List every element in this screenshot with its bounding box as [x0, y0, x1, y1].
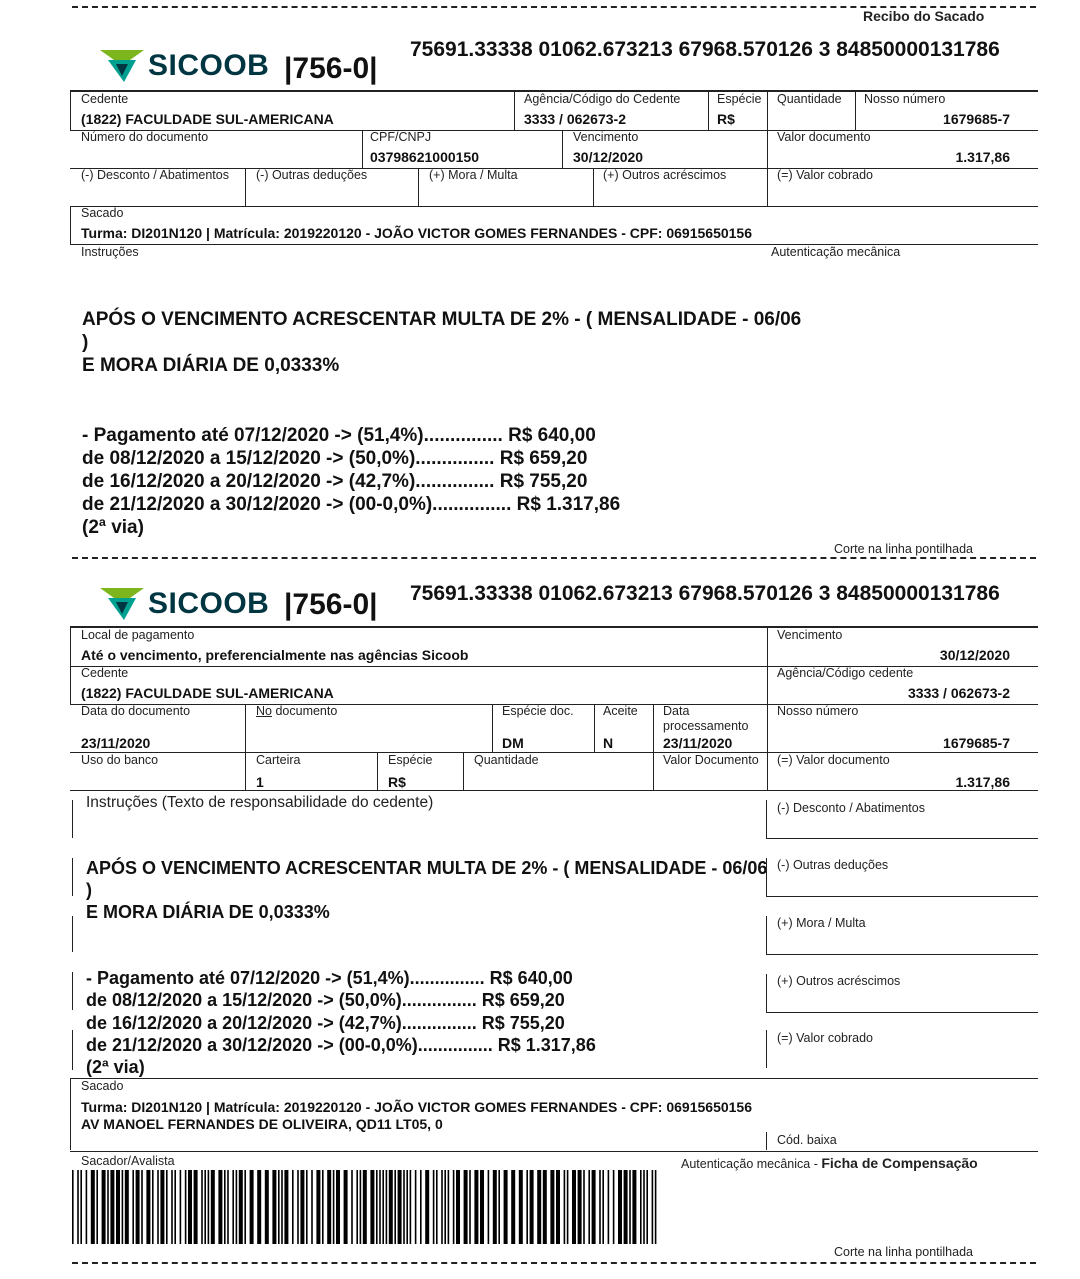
- bank-code: |756-0|: [284, 52, 378, 85]
- barcode-bar: [244, 1170, 246, 1244]
- label-outros-acrescimos-2: (+) Outros acréscimos: [777, 974, 901, 988]
- barcode-bar: [592, 1170, 596, 1244]
- valor-documento-value: 1.317,86: [955, 149, 1010, 165]
- barcode-bar: [77, 1170, 79, 1244]
- label-sacador-avalista: Sacador/Avalista: [81, 1154, 175, 1168]
- digitable-line-2[interactable]: 75691.33338 01062.673213 67968.570126 3 84850000131786: [410, 582, 1000, 605]
- payment-tier-3: de 16/12/2020 a 20/12/2020 -> (42,7%)............... R$ 755,20: [82, 471, 588, 492]
- barcode-bar: [386, 1170, 388, 1244]
- barcode-bar: [204, 1170, 206, 1244]
- barcode-bar: [464, 1170, 468, 1244]
- label-quantidade-2: Quantidade: [474, 753, 539, 767]
- label-desconto: (-) Desconto / Abatimentos: [81, 168, 229, 182]
- label-instrucoes: Instruções: [81, 245, 139, 259]
- barcode-bar: [311, 1170, 313, 1244]
- barcode-bar: [567, 1170, 569, 1244]
- nosso-numero-value-2: 1679685-7: [943, 735, 1010, 751]
- barcode-bar: [530, 1170, 534, 1244]
- barcode-bar: [363, 1170, 367, 1244]
- instruction-line-3-b: E MORA DIÁRIA DE 0,0333%: [86, 902, 330, 922]
- barcode-bar: [444, 1170, 446, 1244]
- barcode-bar: [498, 1170, 500, 1244]
- barcode-bar: [72, 1170, 74, 1244]
- label-especie: Espécie: [717, 92, 762, 106]
- barcode-bar: [382, 1170, 384, 1244]
- barcode-bar: [236, 1170, 238, 1244]
- barcode-bar: [403, 1170, 405, 1244]
- barcode-bar: [537, 1170, 541, 1244]
- label-especie-doc: Espécie doc.: [502, 704, 574, 718]
- barcode-bar: [556, 1170, 560, 1244]
- barcode-bar: [322, 1170, 324, 1244]
- barcode-bar: [480, 1170, 484, 1244]
- barcode-bar: [239, 1170, 243, 1244]
- barcode-bar: [333, 1170, 335, 1244]
- barcode-bar: [166, 1170, 168, 1244]
- instruction-line-2-b: ): [86, 880, 92, 900]
- label-local-pagamento: Local de pagamento: [81, 628, 195, 642]
- barcode-bar: [632, 1170, 636, 1244]
- label-no-documento-text: documento: [271, 704, 338, 718]
- label-cedente-2: Cedente: [81, 666, 129, 680]
- label-cod-baixa: Cód. baixa: [777, 1133, 837, 1147]
- label-numero-documento: Número do documento: [81, 130, 209, 144]
- label-valor-cobrado: (=) Valor cobrado: [777, 168, 873, 182]
- barcode-bar: [174, 1170, 176, 1244]
- label-outros-acrescimos: (+) Outros acréscimos: [603, 168, 727, 182]
- label-agencia-2: Agência/Código cedente: [777, 666, 914, 680]
- nosso-numero-value: 1679685-7: [943, 111, 1010, 127]
- label-vencimento-2: Vencimento: [777, 628, 843, 642]
- barcode-bar: [608, 1170, 610, 1244]
- cut-line-middle: [72, 557, 1036, 559]
- label-uso-banco: Uso do banco: [81, 753, 159, 767]
- barcode-bar: [125, 1170, 129, 1244]
- barcode-bar: [526, 1170, 528, 1244]
- barcode-bar: [474, 1170, 478, 1244]
- label-quantidade: Quantidade: [777, 92, 842, 106]
- barcode-bar: [398, 1170, 402, 1244]
- instruction-line-1-b: APÓS O VENCIMENTO ACRESCENTAR MULTA DE 2% - ( MENSALIDADE - 06/06: [86, 858, 768, 878]
- label-valor-documento-2: Valor Documento: [663, 753, 759, 767]
- instruction-line-1: APÓS O VENCIMENTO ACRESCENTAR MULTA DE 2% - ( MENSALIDADE - 06/06: [82, 309, 802, 330]
- barcode-bar: [278, 1170, 280, 1244]
- label-data-processamento-1: Data: [663, 704, 690, 718]
- barcode-bar: [469, 1170, 471, 1244]
- label-no-abbrev: No: [256, 704, 272, 718]
- barcode-bar: [232, 1170, 234, 1244]
- barcode-bar: [389, 1170, 393, 1244]
- logo-wordmark: SICOOB: [148, 49, 270, 82]
- label-especie-2: Espécie: [388, 753, 433, 767]
- barcode-bar: [410, 1170, 412, 1244]
- label-data-documento: Data do documento: [81, 704, 191, 718]
- barcode-bar: [86, 1170, 88, 1244]
- logo-wordmark: SICOOB: [148, 587, 270, 620]
- barcode-bar: [415, 1170, 417, 1244]
- barcode-bar: [224, 1170, 226, 1244]
- barcode-bar: [602, 1170, 604, 1244]
- barcode-bar: [543, 1170, 547, 1244]
- label-valor-documento: Valor documento: [777, 130, 871, 144]
- label-sacado-2: Sacado: [81, 1079, 124, 1093]
- label-nosso-numero-2: Nosso número: [777, 704, 859, 718]
- barcode-bar: [122, 1170, 124, 1244]
- label-data-processamento-2: processamento: [663, 719, 749, 733]
- barcode-bar: [146, 1170, 150, 1244]
- barcode-bar: [180, 1170, 182, 1244]
- barcode: [72, 1170, 660, 1244]
- barcode-bar: [316, 1170, 320, 1244]
- agencia-value-2: 3333 / 062673-2: [908, 685, 1010, 701]
- payment-second-copy-b: (2ª via): [86, 1057, 145, 1077]
- barcode-bar: [488, 1170, 490, 1244]
- label-agencia: Agência/Código do Cedente: [524, 92, 681, 106]
- label-instrucoes-cedente: Instruções (Texto de responsabilidade do cedente): [86, 794, 434, 811]
- cedente-value-2: (1822) FACULDADE SUL-AMERICANA: [81, 685, 334, 701]
- bank-code-2: |756-0|: [284, 588, 378, 621]
- barcode-bar: [588, 1170, 590, 1244]
- label-outras-deducoes: (-) Outras deduções: [256, 168, 368, 182]
- sacado-line-1: Turma: DI201N120 | Matrícula: 2019220120 - JOÃO VICTOR GOMES FERNANDES - CPF: 06915650156: [81, 1099, 752, 1115]
- label-autenticacao: Autenticação mecânica: [771, 245, 901, 259]
- valor-doc-value-2: 1.317,86: [955, 774, 1010, 790]
- barcode-bar: [504, 1170, 508, 1244]
- barcode-bar: [406, 1170, 408, 1244]
- especie-value: R$: [717, 111, 735, 127]
- barcode-bar: [188, 1170, 192, 1244]
- payment-tier-4-b: de 21/12/2020 a 30/12/2020 -> (00-0,0%)............... R$ 1.317,86: [86, 1035, 596, 1055]
- barcode-bar: [297, 1170, 299, 1244]
- aceite-value: N: [603, 735, 614, 751]
- barcode-bar: [152, 1170, 154, 1244]
- barcode-bar: [227, 1170, 229, 1244]
- barcode-bar: [379, 1170, 381, 1244]
- barcode-bar: [646, 1170, 648, 1244]
- label-ficha-compensacao: Ficha de Compensação: [821, 1155, 978, 1171]
- label-outras-deducoes-2: (-) Outras deduções: [777, 858, 889, 872]
- barcode-bar: [655, 1170, 657, 1244]
- barcode-bar: [160, 1170, 164, 1244]
- sacado-value: Turma: DI201N120 | Matrícula: 2019220120 - JOÃO VICTOR GOMES FERNANDES - CPF: 06915650156: [81, 225, 752, 241]
- barcode-bar: [80, 1170, 82, 1244]
- barcode-bar: [511, 1170, 515, 1244]
- barcode-bar: [336, 1170, 340, 1244]
- barcode-bar: [351, 1170, 353, 1244]
- sicoob-logo-2: [100, 586, 269, 622]
- payment-tier-2: de 08/12/2020 a 15/12/2020 -> (50,0%)............... R$ 659,20: [82, 448, 588, 469]
- barcode-bar: [185, 1170, 187, 1244]
- cut-label-2: Corte na linha pontilhada: [834, 1245, 973, 1259]
- label-autenticacao-2: Autenticação mecânica -: [681, 1157, 822, 1171]
- sicoob-logo-icon: [100, 586, 144, 622]
- barcode-bar: [629, 1170, 631, 1244]
- digitable-line[interactable]: 75691.33338 01062.673213 67968.570126 3 84850000131786: [410, 38, 1000, 61]
- barcode-bar: [306, 1170, 308, 1244]
- barcode-bar: [360, 1170, 362, 1244]
- barcode-bar: [425, 1170, 429, 1244]
- local-pagamento-value: Até o vencimento, preferencialmente nas agências Sicoob: [81, 647, 469, 663]
- cedente-value: (1822) FACULDADE SUL-AMERICANA: [81, 111, 334, 127]
- label-cedente: Cedente: [81, 92, 129, 106]
- vencimento-value: 30/12/2020: [573, 149, 644, 165]
- barcode-bar: [572, 1170, 576, 1244]
- agencia-value: 3333 / 062673-2: [524, 111, 626, 127]
- sicoob-logo: [100, 48, 269, 84]
- barcode-bar: [519, 1170, 523, 1244]
- especie-doc-value: DM: [502, 735, 524, 751]
- label-aceite: Aceite: [603, 704, 638, 718]
- barcode-bar: [456, 1170, 460, 1244]
- payment-tier-3-b: de 16/12/2020 a 20/12/2020 -> (42,7%)............... R$ 755,20: [86, 1013, 565, 1033]
- barcode-bar: [208, 1170, 210, 1244]
- label-desconto-2: (-) Desconto / Abatimentos: [777, 801, 925, 815]
- barcode-bar: [640, 1170, 642, 1244]
- barcode-bar: [618, 1170, 622, 1244]
- barcode-bar: [564, 1170, 566, 1244]
- barcode-bar: [107, 1170, 109, 1244]
- cpf-cnpj-value: 03798621000150: [370, 149, 480, 165]
- barcode-bar: [453, 1170, 455, 1244]
- label-vencimento: Vencimento: [573, 130, 639, 144]
- label-mora-multa: (+) Mora / Multa: [429, 168, 518, 182]
- instruction-line-3: E MORA DIÁRIA DE 0,0333%: [82, 355, 340, 376]
- barcode-bar: [96, 1170, 98, 1244]
- payment-tier-1-b: - Pagamento até 07/12/2020 -> (51,4%)............... R$ 640,00: [86, 968, 573, 988]
- payment-second-copy: (2ª via): [82, 517, 144, 538]
- vencimento-value-2: 30/12/2020: [939, 647, 1010, 663]
- barcode-bar: [102, 1170, 106, 1244]
- barcode-bar: [578, 1170, 582, 1244]
- barcode-bar: [583, 1170, 585, 1244]
- barcode-bar: [420, 1170, 422, 1244]
- especie-value-2: R$: [388, 774, 406, 790]
- barcode-bar: [599, 1170, 601, 1244]
- barcode-bar: [436, 1170, 438, 1244]
- sicoob-logo-icon: [100, 48, 144, 84]
- label-cpf-cnpj: CPF/CNPJ: [370, 130, 432, 144]
- barcode-bar: [281, 1170, 283, 1244]
- barcode-bar: [550, 1170, 554, 1244]
- barcode-bar: [433, 1170, 435, 1244]
- label-valor-cobrado-2: (=) Valor cobrado: [777, 1031, 873, 1045]
- barcode-bar: [344, 1170, 348, 1244]
- barcode-bar: [265, 1170, 269, 1244]
- barcode-bar: [257, 1170, 261, 1244]
- barcode-bar: [116, 1170, 120, 1244]
- barcode-bar: [250, 1170, 254, 1244]
- autenticacao-ficha: [681, 1155, 978, 1171]
- label-nosso-numero: Nosso número: [864, 92, 946, 106]
- receipt-header: Recibo do Sacado: [863, 8, 985, 24]
- data-documento-value: 23/11/2020: [81, 735, 151, 751]
- barcode-bar: [448, 1170, 450, 1244]
- barcode-bar: [110, 1170, 114, 1244]
- barcode-bar: [356, 1170, 358, 1244]
- barcode-bar: [292, 1170, 294, 1244]
- cut-label-1: Corte na linha pontilhada: [834, 542, 973, 556]
- data-processamento-value: 23/11/2020: [663, 735, 733, 751]
- barcode-bar: [194, 1170, 198, 1244]
- instruction-line-2: ): [82, 332, 89, 353]
- label-sacado: Sacado: [81, 206, 124, 220]
- payment-tier-2-b: de 08/12/2020 a 15/12/2020 -> (50,0%)............... R$ 659,20: [86, 990, 565, 1010]
- barcode-bar: [493, 1170, 497, 1244]
- barcode-bar: [394, 1170, 396, 1244]
- barcode-bar: [141, 1170, 143, 1244]
- barcode-bar: [132, 1170, 134, 1244]
- barcode-bar: [157, 1170, 159, 1244]
- cut-line-bottom: [72, 1262, 1036, 1264]
- barcode-bar: [136, 1170, 140, 1244]
- payment-tier-4: de 21/12/2020 a 30/12/2020 -> (00-0,0%)............... R$ 1.317,86: [82, 494, 621, 515]
- barcode-bar: [91, 1170, 95, 1244]
- barcode-bar: [441, 1170, 443, 1244]
- carteira-value: 1: [256, 774, 264, 790]
- barcode-bar: [284, 1170, 288, 1244]
- barcode-bar: [218, 1170, 222, 1244]
- label-no-documento: [256, 704, 337, 718]
- barcode-bar: [376, 1170, 378, 1244]
- barcode-bar: [211, 1170, 215, 1244]
- barcode-bar: [652, 1170, 654, 1244]
- barcode-bar: [624, 1170, 628, 1244]
- label-valor-doc-eq: (=) Valor documento: [777, 753, 890, 767]
- barcode-bar: [327, 1170, 331, 1244]
- sacado-line-2: AV MANOEL FERNANDES DE OLIVEIRA, QD11 LT05, 0: [81, 1116, 443, 1132]
- barcode-bar: [272, 1170, 276, 1244]
- label-mora-multa-2: (+) Mora / Multa: [777, 916, 866, 930]
- barcode-bar: [613, 1170, 615, 1244]
- barcode-bar: [201, 1170, 203, 1244]
- barcode-bar: [300, 1170, 304, 1244]
- barcode-bar: [171, 1170, 173, 1244]
- label-carteira: Carteira: [256, 753, 301, 767]
- barcode-bar: [370, 1170, 374, 1244]
- payment-tier-1: - Pagamento até 07/12/2020 -> (51,4%)............... R$ 640,00: [82, 425, 596, 446]
- barcode-bar: [643, 1170, 645, 1244]
